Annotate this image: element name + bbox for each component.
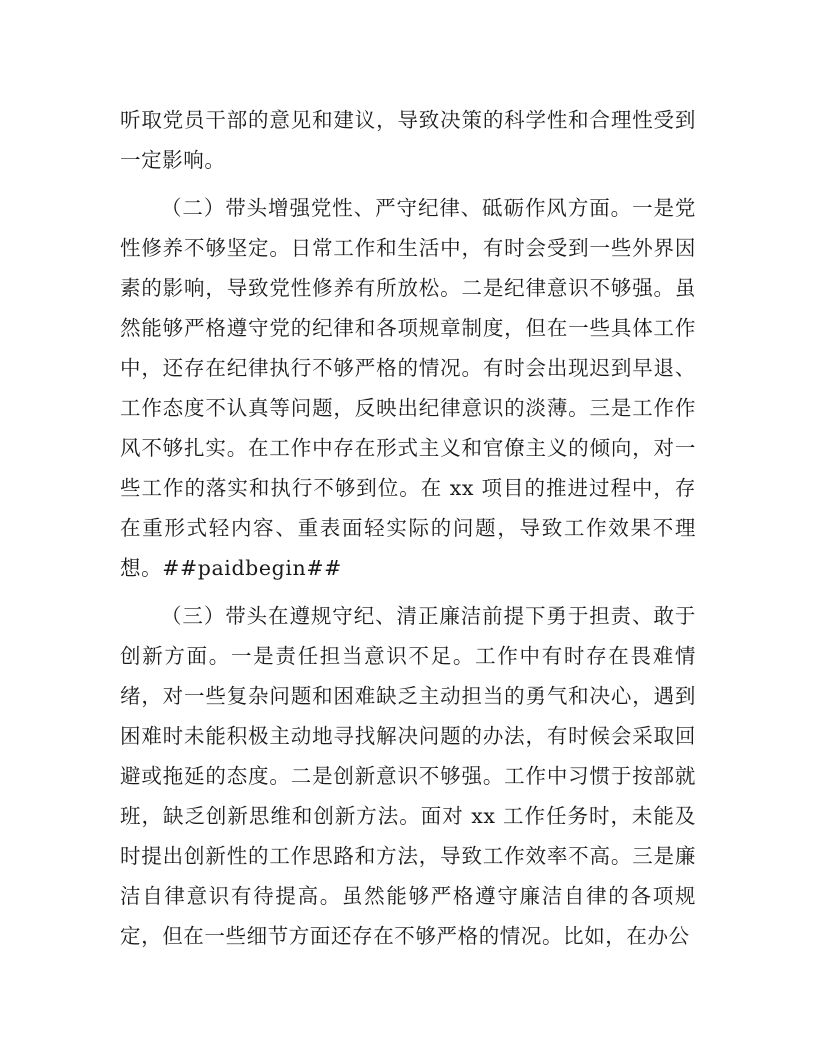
- paragraph-continuation: 听取党员干部的意见和建议，导致决策的科学性和合理性受到一定影响。: [120, 108, 696, 172]
- paragraph-section-three: （三）带头在遵规守纪、清正廉洁前提下勇于担责、敢于创新方面。一是责任担当意识不足。工作中有时存在畏难情绪，对一些复杂问题和困难缺乏主动担当的勇气和决心，遇到困难时未能积极主动地寻找解决问题的办法，有时候会采取回避或拖延的态度。二是创新意识不够强。工作中习惯于按部就班，缺乏创新思维和创新方法。面对 xx 工作任务时，未能及时提出创新性的工作思路和方法，导致工作效率不高。三是廉洁自律意识有待提高。虽然能够严格遵守廉洁自律的各项规定，但在一些细节方面还存在不够严格的情况。比如，在办公: [120, 604, 696, 948]
- paragraph-section-two: （二）带头增强党性、严守纪律、砥砺作风方面。一是党性修养不够坚定。日常工作和生活中，有时会受到一些外界因素的影响，导致党性修养有所放松。二是纪律意识不够强。虽然能够严格遵守党的纪律和各项规章制度，但在一些具体工作中，还存在纪律执行不够严格的情况。有时会出现迟到早退、工作态度不认真等问题，反映出纪律意识的淡薄。三是工作作风不够扎实。在工作中存在形式主义和官僚主义的倾向，对一些工作的落实和执行不够到位。在 xx 项目的推进过程中，存在重形式轻内容、重表面轻实际的问题，导致工作效果不理想。##paidbegin##: [120, 196, 696, 580]
- document-body: [120, 100, 696, 956]
